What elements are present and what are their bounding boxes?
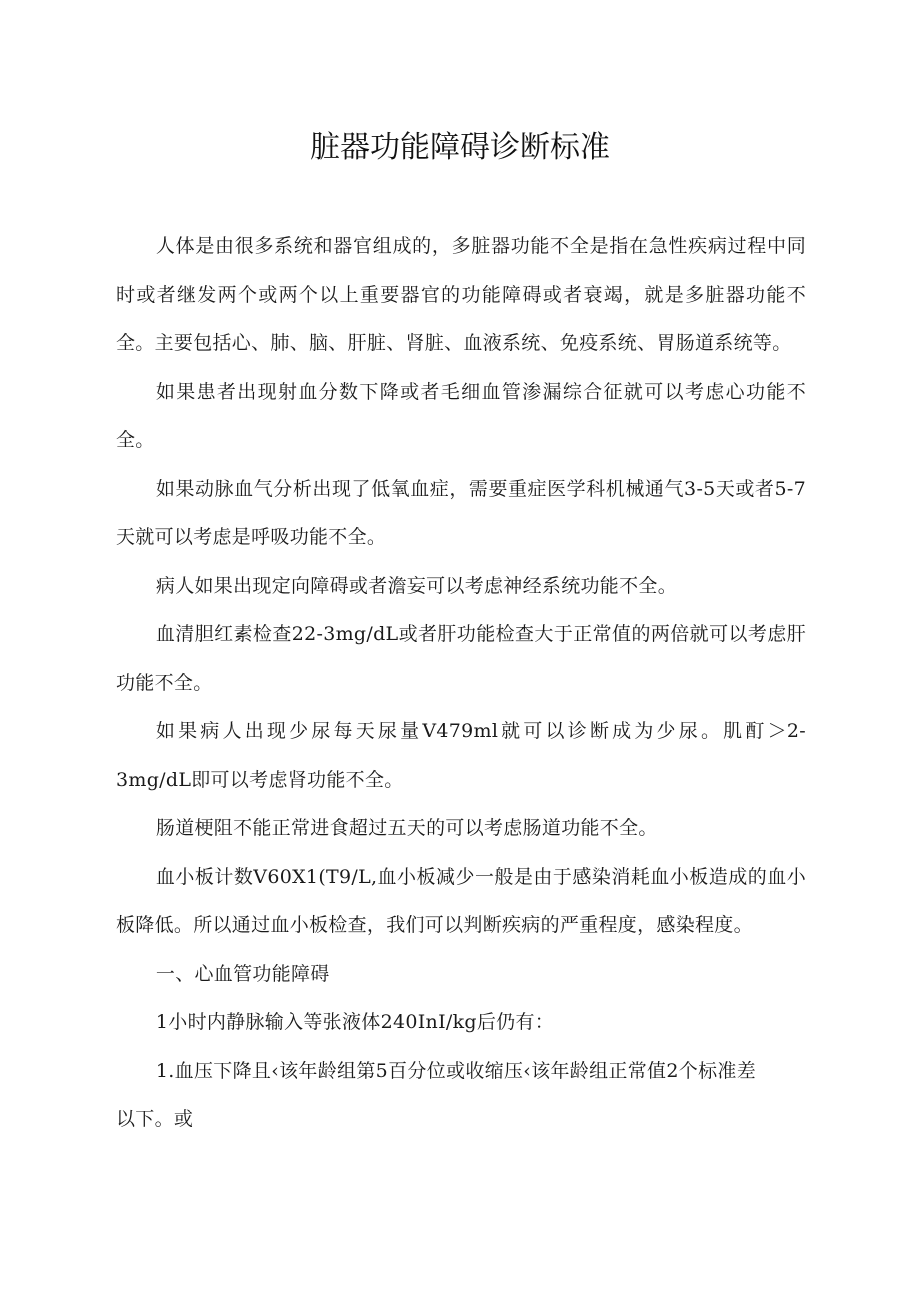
paragraph-platelet: 血小板计数V60X1(T9/L,血小板减少一般是由于感染消耗血小板造成的血小板降低。所以通过血小板检查，我们可以判断疾病的严重程度，感染程度。 bbox=[116, 865, 806, 936]
paragraph-intro: 人体是由很多系统和器官组成的，多脏器功能不全是指在急性疾病过程中同时或者继发两个或两个以上重要器官的功能障碍或者衰竭，就是多脏器功能不全。主要包括心、肺、脑、肝脏、肾脏、血液系统、免疫系统、胃肠道系统等。 bbox=[116, 235, 806, 354]
document-title: 脏器功能障碍诊断标准 bbox=[310, 130, 610, 165]
paragraph-heart: 如果患者出现射血分数下降或者毛细血管渗漏综合征就可以考虑心功能不全。 bbox=[116, 380, 806, 451]
document-body bbox=[116, 222, 806, 1144]
paragraph-kidney: 如果病人出现少尿每天尿量V479ml就可以诊断成为少尿。肌酊＞2-3mg/dL即可以考虑肾功能不全。 bbox=[116, 720, 806, 791]
section-heading-cardiovascular: 一、心血管功能障碍 bbox=[155, 962, 330, 985]
paragraph-respiratory: 如果动脉血气分析出现了低氧血症，需要重症医学科机械通气3-5天或者5-7天就可以考虑是呼吸功能不全。 bbox=[116, 477, 806, 548]
paragraph-fluid-infusion: 1小时内静脉输入等张液体240InI/kg后仍有： bbox=[155, 1011, 555, 1033]
paragraph-liver: 血清胆红素检查22-3mg/dL或者肝功能检查大于正常值的两倍就可以考虑肝功能不全。 bbox=[116, 623, 806, 694]
paragraph-neuro: 病人如果出现定向障碍或者澹妄可以考虑神经系统功能不全。 bbox=[155, 574, 677, 597]
paragraph-blood-pressure: 1.血压下降且‹该年龄组第5百分位或收缩压‹该年龄组正常值2个标准差以下。或 bbox=[116, 1059, 756, 1130]
paragraph-intestine: 肠道梗阻不能正常进食超过五天的可以考虑肠道功能不全。 bbox=[155, 817, 658, 839]
